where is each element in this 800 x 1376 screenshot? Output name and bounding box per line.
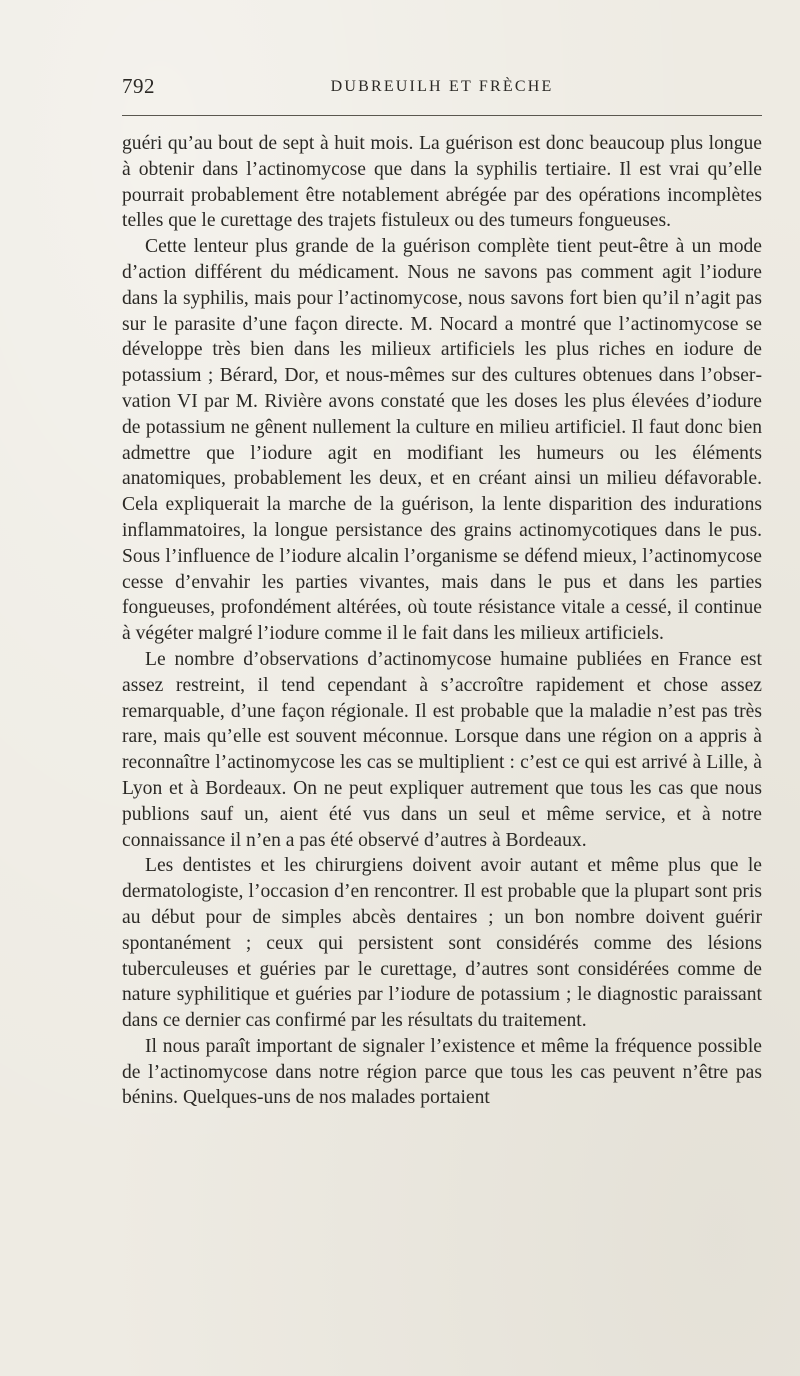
paragraph: Les dentistes et les chirurgiens doivent avoir autant et même plus que le dermatologiste, l’occasion d’en rencontrer. Il est probable que la plupart sont pris au début pour de simples abcès dentaires ; un bon nombre doivent guérir spontanément ; ceux qui persistent sont considérés comme des lésions tuberculeuses et guéries par le curettage, d’autres sont considérées comme de nature syphilitique et guéries par l’iodure de potassium ; le diagnostic paraissant dans ce dernier cas confirmé par les résultats du traitement. (122, 855, 762, 1032)
running-title: DUBREUILH ET FRÈCHE (330, 78, 554, 95)
body-text (122, 131, 762, 1111)
paragraph-continued: guéri qu’au bout de sept à huit mois. La guérison est donc beaucoup plus longue à obtenir dans l’actinomycose que dans la syphilis tertiaire. Il est vrai qu’elle pourrait probablement être notablement abrégée par des opérations incomplètes telles que le curettage des trajets fistuleux ou des tumeurs fongueuses. (122, 133, 762, 232)
paragraph: Il nous paraît important de signaler l’existence et même la fréquence possible de l’actinomycose dans notre région parce que tous les cas peuvent n’être pas bénins. Quelques-uns de nos malades portaient (122, 1035, 762, 1109)
paragraph: Cette lenteur plus grande de la guérison complète tient peut-être à un mode d’action différent du médicament. Nous ne savons pas comment agit l’iodure dans la syphilis, mais pour l’actinomycose, nous savons fort bien qu’il n’agit pas sur le parasite d’une façon directe. M. Nocard a montré que l’actinomycose se développe très bien dans les milieux artificiels les plus riches en iodure de potassium ; Bérard, Dor, et nous-mêmes sur des cultures obtenues dans l’observation VI par M. Rivière avons constaté que les doses les plus élevées d’iodure de potassium ne gênent nullement la culture en milieu artificiel. Il faut donc bien admettre que l’iodure agit en modifiant les humeurs ou les éléments anatomiques, probablement les deux, et en créant ainsi un milieu défavorable. Cela expliquerait la marche de la guérison, la lente disparition des indurations inflammatoires, la longue persistance des grains actinomycotiques dans le pus. Sous l’influence de l’iodure alcalin l’organisme se défend mieux, l’actinomycose cesse d’envahir les parties vivantes, mais dans le pus et dans les parties fongueuses, profondément altérées, où toute résistance vitale a cessé, il continue à végéter malgré l’iodure comme il le fait dans les milieux artificiels. (122, 236, 762, 645)
page-number: 792 (122, 74, 155, 98)
paragraph: Le nombre d’observations d’actinomycose humaine publiées en France est assez restreint, il tend cependant à s’accroître rapidement et chose assez remarquable, d’une façon régionale. Il est probable que la maladie n’est pas très rare, mais qu’elle est souvent méconnue. Lorsque dans une région on a appris à reconnaître l’actinomycose les cas se multiplient : c’est ce qui est arrivé à Lille, à Lyon et à Bordeaux. On ne peut expliquer autrement que tous les cas que nous publions sauf un, aient été vus dans un seul et même service, et à notre connaissance il n’en a pas été observé d’autres à Bordeaux. (122, 648, 762, 851)
running-head (122, 74, 762, 102)
header-rule (122, 115, 762, 116)
